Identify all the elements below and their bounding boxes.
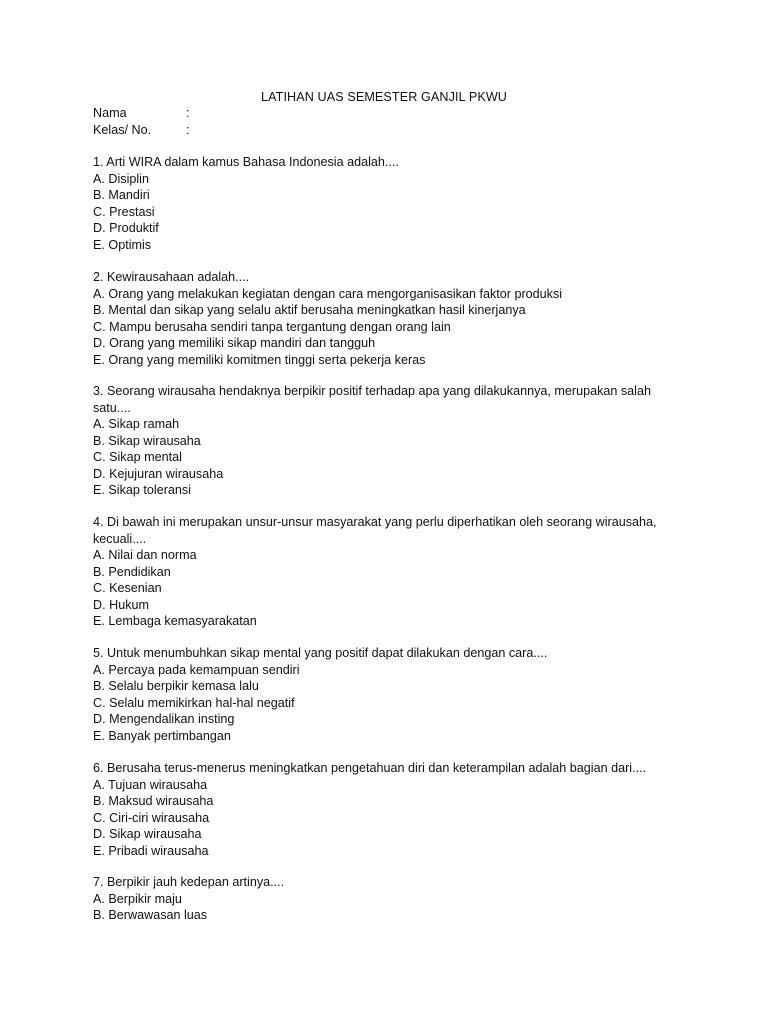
question-4-option-e: E. Lembaga kemasyarakatan <box>93 614 257 628</box>
question-3-option-c: C. Sikap mental <box>93 450 182 464</box>
question-3-option-e: E. Sikap toleransi <box>93 483 192 497</box>
question-5-option-c: C. Selalu memikirkan hal-hal negatif <box>93 695 295 710</box>
document-title: LATIHAN UAS SEMESTER GANJIL PKWU <box>260 90 508 104</box>
question-1-option-a: A. Disiplin <box>93 171 149 186</box>
question-6-option-c: C. Ciri-ciri wirausaha <box>93 810 210 825</box>
question-3-option-a: A. Sikap ramah <box>93 417 180 431</box>
question-1-option-e: E. Optimis <box>93 237 152 252</box>
class-number-label: Kelas/ No. <box>93 122 152 137</box>
question-6-option-b: B. Maksud wirausaha <box>93 794 214 808</box>
question-1-option-b: B. Mandiri <box>93 188 150 202</box>
question-2-option-c: C. Mampu berusaha sendiri tanpa tergantung dengan orang lain <box>93 319 451 334</box>
question-7-option-b: B. Berwawasan luas <box>93 908 208 922</box>
question-3-text: 3. Seorang wirausaha hendaknya berpikir positif terhadap apa yang dilakukannya, merupakan salah <box>93 384 651 398</box>
question-6-option-e: E. Pribadi wirausaha <box>93 843 209 858</box>
question-2-option-a: A. Orang yang melakukan kegiatan dengan cara mengorganisasikan faktor produksi <box>93 286 563 301</box>
question-3-text-cont: satu.... <box>93 400 131 415</box>
class-number-colon: : <box>186 122 190 137</box>
question-5-option-e: E. Banyak pertimbangan <box>93 728 231 743</box>
question-5-option-d: D. Mengendalikan insting <box>93 712 235 726</box>
question-4-option-c: C. Kesenian <box>93 581 162 595</box>
question-2-option-b: B. Mental dan sikap yang selalu aktif berusaha meningkatkan hasil kinerjanya <box>93 303 526 317</box>
question-5-text: 5. Untuk menumbuhkan sikap mental yang positif dapat dilakukan dengan cara.... <box>93 646 548 660</box>
name-colon: : <box>186 106 190 120</box>
question-1-option-d: D. Produktif <box>93 221 159 235</box>
name-label: Nama <box>93 106 127 120</box>
question-7-option-a: A. Berpikir maju <box>93 891 182 906</box>
question-5-option-b: B. Selalu berpikir kemasa lalu <box>93 679 259 693</box>
question-3-option-d: D. Kejujuran wirausaha <box>93 466 224 481</box>
name-field <box>93 105 393 121</box>
question-7-text: 7. Berpikir jauh kedepan artinya.... <box>93 875 285 889</box>
question-6-text: 6. Berusaha terus-menerus meningkatkan pengetahuan diri dan keterampilan adalah bagian dari.... <box>93 761 647 775</box>
question-1-text: 1. Arti WIRA dalam kamus Bahasa Indonesia adalah.... <box>93 155 399 169</box>
question-5-option-a: A. Percaya pada kemampuan sendiri <box>93 662 300 677</box>
question-6-option-d: D. Sikap wirausaha <box>93 827 202 841</box>
question-1-option-c: C. Prestasi <box>93 204 155 219</box>
question-2-text: 2. Kewirausahaan adalah.... <box>93 270 250 284</box>
question-4-option-a: A. Nilai dan norma <box>93 548 197 562</box>
class-number-field <box>93 122 393 138</box>
question-4-option-b: B. Pendidikan <box>93 564 171 579</box>
question-3-option-b: B. Sikap wirausaha <box>93 433 201 448</box>
question-4-text: 4. Di bawah ini merupakan unsur-unsur masyarakat yang perlu diperhatikan oleh seorang wirausaha, <box>93 515 657 529</box>
question-2-option-e: E. Orang yang memiliki komitmen tinggi serta pekerja keras <box>93 352 426 367</box>
question-4-option-d: D. Hukum <box>93 597 149 612</box>
question-2-option-d: D. Orang yang memiliki sikap mandiri dan tangguh <box>93 336 376 350</box>
question-4-text-cont: kecuali.... <box>93 531 147 546</box>
question-6-option-a: A. Tujuan wirausaha <box>93 777 208 792</box>
